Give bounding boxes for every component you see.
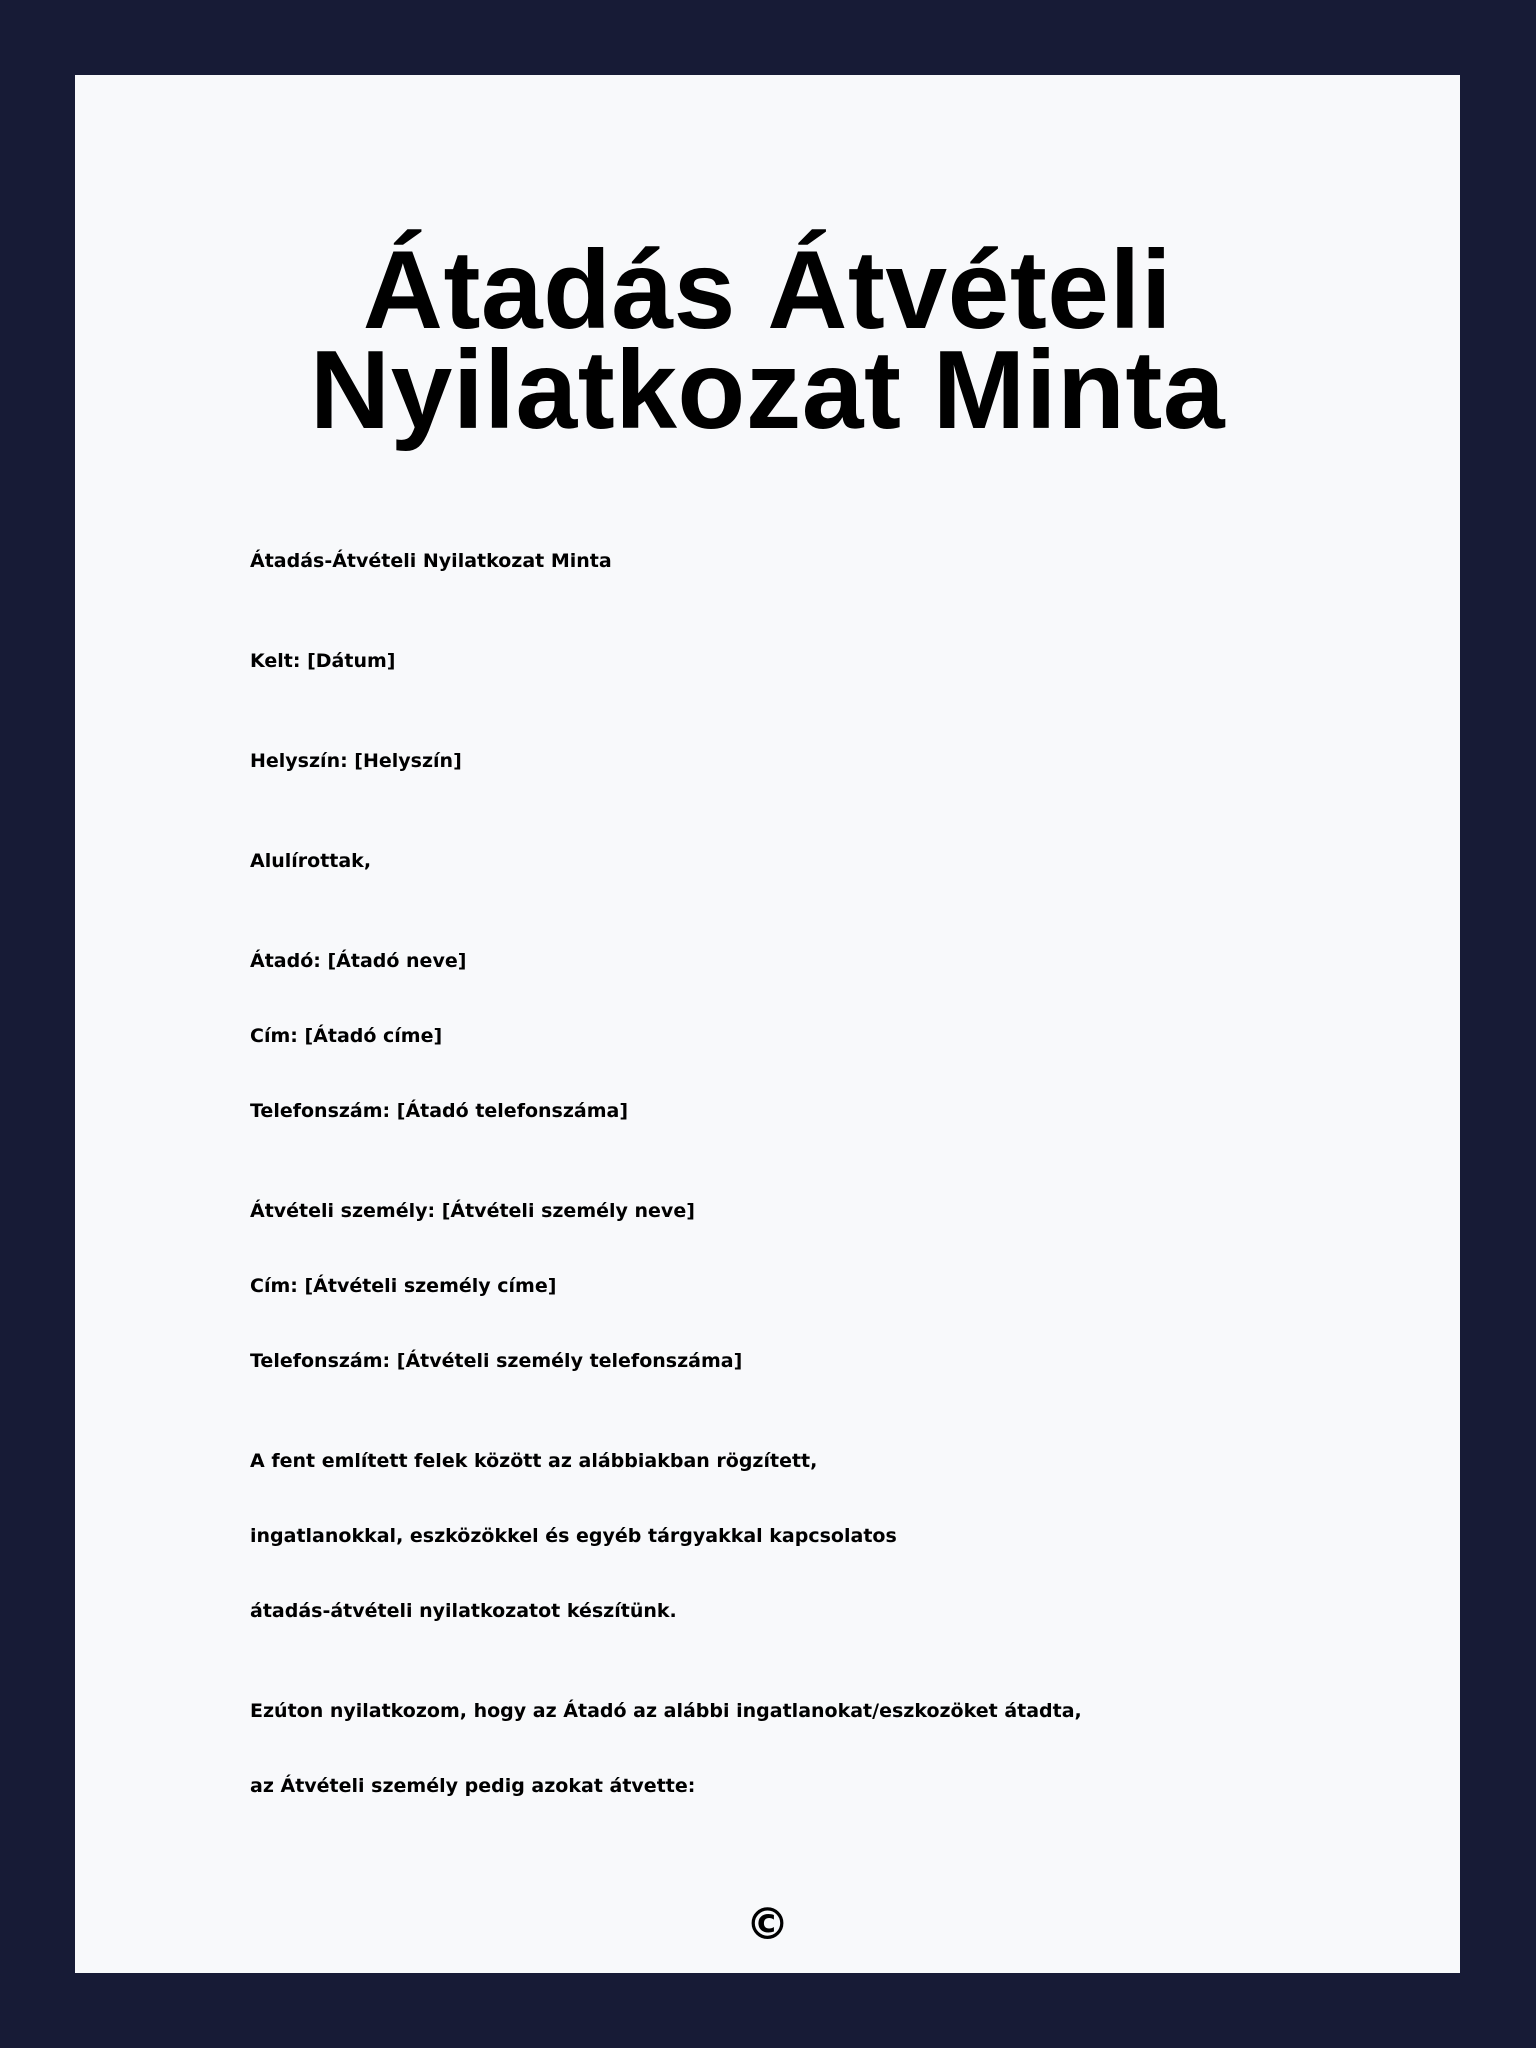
- copyright-icon: ©: [745, 1899, 790, 1950]
- paragraph-line: A fent említett felek között az alábbiakban rögzített,: [250, 1450, 818, 1472]
- document-subtitle: Átadás-Átvételi Nyilatkozat Minta: [250, 550, 612, 572]
- recipient-address-line: Cím: [Átvételi személy címe]: [250, 1275, 557, 1297]
- undersigned-line: Alulírottak,: [250, 850, 372, 872]
- transferor-name-line: Átadó: [Átadó neve]: [250, 950, 467, 972]
- recipient-name-line: Átvételi személy: [Átvételi személy neve]: [250, 1200, 695, 1222]
- recipient-phone-line: Telefonszám: [Átvételi személy telefonszáma]: [250, 1350, 743, 1372]
- transferor-address-line: Cím: [Átadó címe]: [250, 1025, 443, 1047]
- document-page: [75, 75, 1460, 1973]
- document-title: Átadás Átvételi Nyilatkozat Minta: [309, 228, 1226, 452]
- date-line: Kelt: [Dátum]: [250, 650, 396, 672]
- paragraph-line: átadás-átvételi nyilatkozatot készítünk.: [250, 1600, 677, 1622]
- transferor-phone-line: Telefonszám: [Átadó telefonszáma]: [250, 1100, 629, 1122]
- declaration-line: az Átvételi személy pedig azokat átvette:: [250, 1775, 696, 1797]
- location-line: Helyszín: [Helyszín]: [250, 750, 462, 772]
- paragraph-line: ingatlanokkal, eszközökkel és egyéb tárgyakkal kapcsolatos: [250, 1525, 897, 1547]
- declaration-line: Ezúton nyilatkozom, hogy az Átadó az alábbi ingatlanokat/eszkozöket átadta,: [250, 1700, 1082, 1722]
